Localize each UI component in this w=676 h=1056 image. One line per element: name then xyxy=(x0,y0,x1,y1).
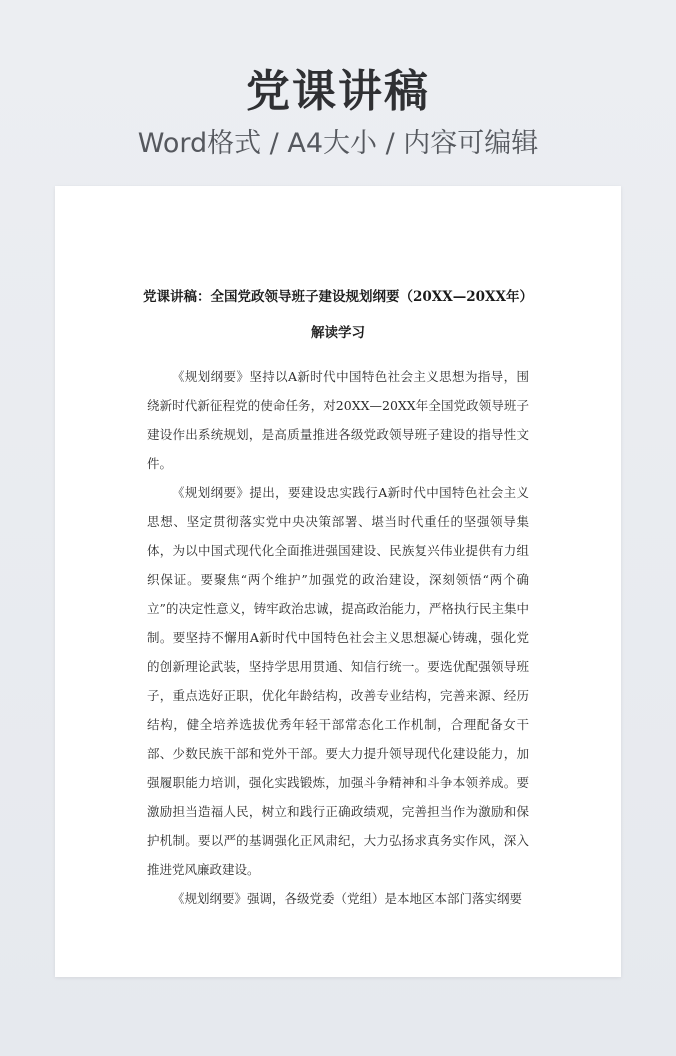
promo-title: 党课讲稿 xyxy=(246,66,430,117)
paragraph-1: 《规划纲要》坚持以A新时代中国特色社会主义思想为指导，围绕新时代新征程党的使命任务，对20XX—20XX年全国党政领导班子建设作出系统规划，是高质量推进各级党政领导班子建设的指导性文件。 xyxy=(147,369,529,471)
document-title: 党课讲稿：全国党政领导班子建设规划纲要（20XX—20XX年）解读学习 xyxy=(143,289,533,341)
paragraph-3: 《规划纲要》强调，各级党委（党组）是本地区本部门落实纲要 xyxy=(172,891,523,906)
promo-header xyxy=(0,62,676,164)
document-page xyxy=(55,186,621,977)
document-body xyxy=(147,362,529,913)
paragraph-2: 《规划纲要》提出，要建设忠实践行A新时代中国特色社会主义思想、坚定贯彻落实党中央决策部署、堪当时代重任的坚强领导集体，为以中国式现代化全面推进强国建设、民族复兴伟业提供有力组织保证。要聚焦“两个维护”加强党的政治建设，深刻领悟“两个确立”的决定性意义，铸牢政治忠诚，提高政治能力，严格执行民主集中制。要坚持不懈用A新时代中国特色社会主义思想凝心铸魂，强化党的创新理论武装，坚持学思用贯通、知信行统一。要选优配强领导班子，重点选好正职，优化年龄结构，改善专业结构，完善来源、经历结构，健全培养选拔优秀年轻干部常态化工作机制，合理配备女干部、少数民族干部和党外干部。要大力提升领导现代化建设能力，加强履职能力培训，强化实践锻炼，加强斗争精神和斗争本领养成。要激励担当造福人民，树立和践行正确政绩观，完善担当作为激励和保护机制。要以严的基调强化正风肃纪，大力弘扬求真务实作风，深入推进党风廉政建设。 xyxy=(147,485,529,877)
promo-subtitle: Word格式 / A4大小 / 内容可编辑 xyxy=(137,128,539,159)
